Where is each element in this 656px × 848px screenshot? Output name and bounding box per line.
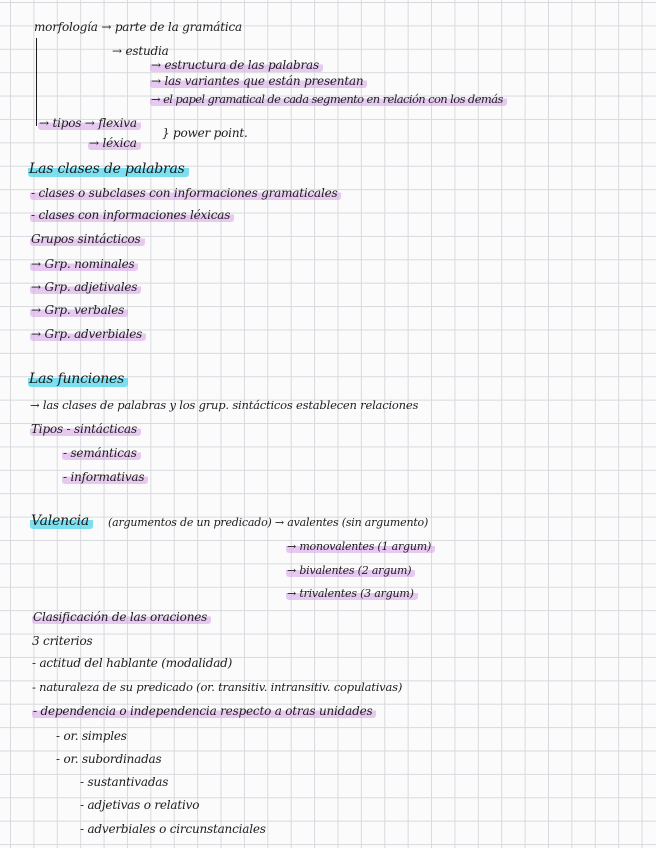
line-or-simples: - or. simples (56, 729, 127, 743)
line-naturaleza: - naturaleza de su predicado (or. transitiv. intransitiv. copulativas) (32, 680, 403, 694)
line-criterios: 3 criterios (32, 634, 93, 648)
heading-clasificacion-oraciones: Clasificación de las oraciones (32, 610, 211, 624)
line-morfologia: morfología → parte de la gramática (34, 20, 242, 34)
line-informativas: - informativas (62, 470, 148, 484)
line-or-subordinadas: - or. subordinadas (56, 752, 162, 766)
line-adjetivas: - adjetivas o relativo (80, 798, 200, 812)
line-variantes: → las variantes que están presentan (150, 74, 367, 88)
line-sustantivadas: - sustantivadas (80, 775, 169, 789)
line-trivalentes: → trivalentes (3 argum) (286, 587, 418, 601)
line-tipos-flexiva: → tipos → flexiva (38, 116, 141, 130)
line-bivalentes: → bivalentes (2 argum) (286, 564, 415, 578)
line-funciones-desc: → las clases de palabras y los grup. sintácticos establecen relaciones (30, 398, 419, 412)
line-power-point: } power point. (162, 126, 248, 140)
line-estudia: → estudia (112, 44, 169, 58)
line-papel: → el papel gramatical de cada segmento en relación con los demás (150, 92, 507, 106)
heading-clases-de-palabras: Las clases de palabras (28, 162, 189, 176)
line-actitud: - actitud del hablante (modalidad) (32, 656, 233, 670)
heading-valencia: Valencia (30, 514, 93, 528)
line-semanticas: - semánticas (62, 446, 141, 460)
line-grp-adjetivales: → Grp. adjetivales (30, 280, 141, 294)
bracket-line (36, 38, 37, 126)
line-grp-adverbiales: → Grp. adverbiales (30, 327, 146, 341)
line-estructura: → estructura de las palabras (150, 58, 323, 72)
line-tipos-sintacticas: Tipos - sintácticas (30, 422, 141, 436)
line-clases-subclases: - clases o subclases con informaciones gramaticales (30, 186, 341, 200)
line-grp-verbales: → Grp. verbales (30, 303, 128, 317)
line-lexica: → léxica (88, 136, 141, 150)
heading-las-funciones: Las funciones (28, 372, 128, 386)
line-grp-nominales: → Grp. nominales (30, 257, 138, 271)
line-adverbiales: - adverbiales o circunstanciales (80, 822, 266, 836)
line-clases-lexicas: - clases con informaciones léxicas (30, 208, 234, 222)
heading-grupos-sintacticos: Grupos sintácticos (30, 232, 145, 246)
line-dependencia: - dependencia o independencia respecto a otras unidades (32, 704, 376, 718)
line-valencia-desc: (argumentos de un predicado) → avalentes (sin argumento) (108, 516, 429, 529)
line-monovalentes: → monovalentes (1 argum) (286, 540, 435, 554)
